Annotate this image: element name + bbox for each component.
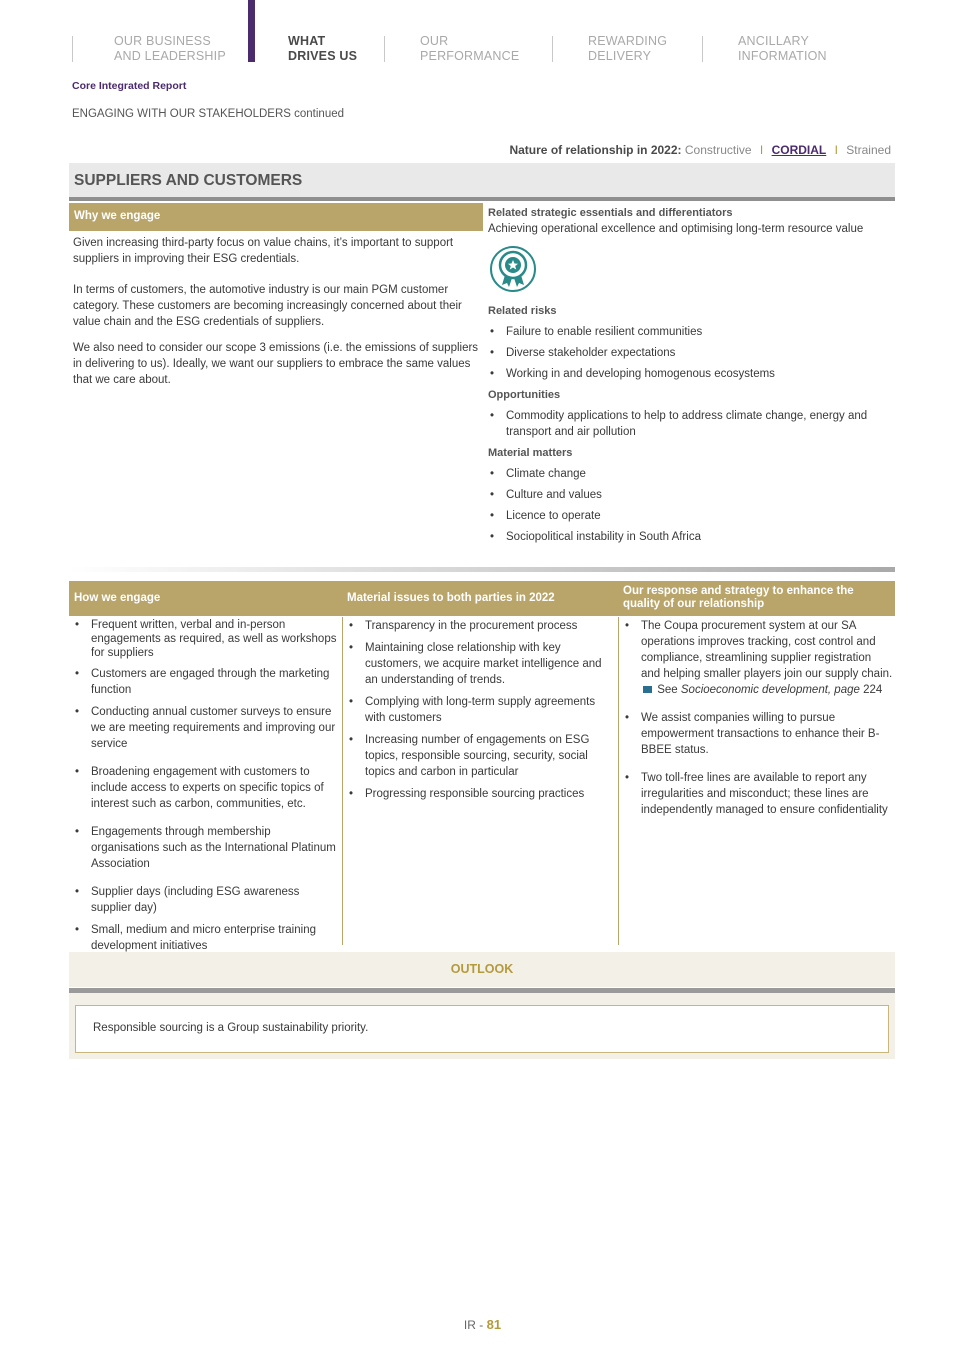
nav-label: DELIVERY bbox=[588, 49, 652, 63]
see-label: See bbox=[657, 684, 678, 696]
opportunities-heading: Opportunities bbox=[488, 389, 561, 401]
nav-active-indicator bbox=[248, 0, 255, 62]
relationship-separator: I bbox=[759, 143, 764, 157]
page-reference-link[interactable] bbox=[681, 684, 882, 696]
list-item: • Two toll-free lines are available to report any irregularities and misconduct; these lines are independently managed to ensure confidentiality bbox=[623, 770, 893, 818]
divider bbox=[69, 567, 895, 572]
list-item: • Complying with long-term supply agreements with customers bbox=[347, 694, 613, 726]
list-item: • Transparency in the procurement process bbox=[347, 618, 613, 634]
nav-divider bbox=[702, 36, 703, 62]
section-title: ENGAGING WITH OUR STAKEHOLDERS continued bbox=[72, 108, 345, 120]
relationship-option: Strained bbox=[846, 143, 891, 157]
list-item: • Progressing responsible sourcing practices bbox=[347, 786, 613, 802]
related-text: Achieving operational excellence and optimising long-term resource value bbox=[488, 223, 864, 235]
list-item: • Sociopolitical instability in South Africa bbox=[488, 529, 896, 545]
risks-list bbox=[488, 324, 896, 382]
why-we-engage-body bbox=[73, 235, 479, 403]
stakeholder-banner bbox=[69, 163, 895, 197]
why-we-engage-heading: Why we engage bbox=[69, 203, 483, 231]
list-item: • Frequent written, verbal and in-person engagements as required, as well as workshops for suppliers bbox=[73, 618, 339, 660]
nav-item-rewarding-delivery[interactable] bbox=[588, 34, 667, 64]
nav-label: OUR bbox=[420, 34, 449, 48]
outlook-text: Responsible sourcing is a Group sustainability priority. bbox=[93, 1022, 369, 1034]
response-text: The Coupa procurement system at our SA operations improves tracking, cost control and compliance, streamlining supplier registration and helping smaller players join our supply chain. bbox=[641, 620, 893, 680]
nav-label: OUR BUSINESS bbox=[114, 34, 211, 48]
list-item: • Culture and values bbox=[488, 487, 896, 503]
paragraph: We also need to consider our scope 3 emissions (i.e. the emissions of suppliers in delivering to us). Ideally, we want our suppliers to embrace the same values that we care about. bbox=[73, 342, 479, 386]
reference-flag-icon bbox=[643, 686, 652, 693]
list-item: • Maintaining close relationship with key customers, we acquire market intelligence and an understanding of trends. bbox=[347, 640, 613, 688]
opportunities-list bbox=[488, 408, 896, 440]
reference-title: Socioeconomic development, page bbox=[680, 684, 860, 696]
list-item: • Commodity applications to help to address climate change, energy and transport and air pollution bbox=[488, 408, 896, 440]
list-item: • Licence to operate bbox=[488, 508, 896, 524]
list-item bbox=[623, 618, 893, 698]
top-navigation bbox=[0, 0, 965, 70]
nav-item-ancillary[interactable] bbox=[738, 34, 827, 64]
column-header-how: How we engage bbox=[74, 592, 161, 604]
page-footer bbox=[0, 1317, 965, 1332]
response-column bbox=[623, 618, 893, 824]
column-divider bbox=[618, 617, 619, 945]
list-item: • Broadening engagement with customers to include access to experts on specific topics of interest such as carbon, communities, etc. bbox=[73, 764, 339, 812]
material-matters-list bbox=[488, 466, 896, 545]
outlook-panel bbox=[69, 993, 895, 1059]
list-item: • Small, medium and micro enterprise training development initiatives bbox=[73, 922, 339, 954]
nav-divider bbox=[552, 36, 553, 62]
stakeholder-title: SUPPLIERS AND CUSTOMERS bbox=[74, 172, 303, 189]
list-item: • Failure to enable resilient communities bbox=[488, 324, 896, 340]
list-item: • Engagements through membership organisations such as the International Platinum Association bbox=[73, 824, 339, 872]
footer-prefix: IR - bbox=[463, 1318, 484, 1332]
list-item: • Diverse stakeholder expectations bbox=[488, 345, 896, 361]
how-we-engage-column bbox=[73, 618, 339, 960]
relationship-option-current: CORDIAL bbox=[771, 143, 827, 157]
paragraph: Given increasing third-party focus on value chains, it’s important to support suppliers in improving their ESG credentials. bbox=[73, 237, 454, 265]
reference-page: 224 bbox=[863, 684, 883, 696]
outlook-heading: OUTLOOK bbox=[450, 962, 514, 976]
column-divider bbox=[342, 617, 343, 945]
nav-item-what-drives-us[interactable] bbox=[288, 34, 357, 64]
list-item: • Conducting annual customer surveys to ensure we are meeting requirements and improving our service bbox=[73, 704, 339, 752]
list-item: • We assist companies willing to pursue empowerment transactions to enhance their B-BBEE status. bbox=[623, 710, 893, 758]
nav-divider bbox=[384, 36, 385, 62]
column-header-issues: Material issues to both parties in 2022 bbox=[347, 592, 555, 604]
report-label: Core Integrated Report bbox=[72, 80, 187, 92]
engagement-table-header bbox=[69, 581, 895, 616]
related-heading: Related strategic essentials and differentiators bbox=[488, 207, 733, 219]
nav-label: DRIVES US bbox=[288, 49, 358, 63]
list-item: • Working in and developing homogenous ecosystems bbox=[488, 366, 896, 382]
list-item: • Increasing number of engagements on ESG topics, responsible sourcing, security, social topics and carbon in particular bbox=[347, 732, 613, 780]
nav-label: INFORMATION bbox=[738, 49, 827, 63]
nav-label: REWARDING bbox=[588, 34, 668, 48]
nav-label: PERFORMANCE bbox=[420, 49, 520, 63]
list-item: • Supplier days (including ESG awareness supplier day) bbox=[73, 884, 339, 916]
nav-label: ANCILLARY bbox=[738, 34, 810, 48]
relationship-separator: I bbox=[834, 143, 838, 157]
material-issues-column bbox=[347, 618, 613, 808]
nav-label: WHAT bbox=[288, 34, 326, 48]
related-column bbox=[488, 205, 896, 550]
divider bbox=[69, 197, 895, 201]
relationship-label: Nature of relationship in 2022: bbox=[509, 143, 682, 157]
nav-label: AND LEADERSHIP bbox=[114, 49, 226, 63]
list-item: • Customers are engaged through the marketing function bbox=[73, 666, 339, 698]
list-item: • Climate change bbox=[488, 466, 896, 482]
risks-heading: Related risks bbox=[488, 305, 557, 317]
relationship-status bbox=[509, 143, 891, 157]
relationship-option: Constructive bbox=[684, 143, 752, 157]
nav-divider bbox=[72, 36, 73, 62]
outlook-box bbox=[75, 1005, 889, 1053]
column-header-response: Our response and strategy to enhance the quality of our relationship bbox=[623, 585, 854, 610]
nav-item-business[interactable] bbox=[114, 34, 226, 64]
material-matters-heading: Material matters bbox=[488, 447, 573, 459]
paragraph: In terms of customers, the automotive industry is our main PGM customer category. These customers are becoming increasingly concerned about their value chain and the ESG credentials of suppliers. bbox=[73, 284, 462, 328]
nav-item-performance[interactable] bbox=[420, 34, 519, 64]
outlook-header bbox=[69, 952, 895, 987]
award-ribbon-icon bbox=[488, 245, 538, 295]
page-number: 81 bbox=[486, 1317, 502, 1332]
